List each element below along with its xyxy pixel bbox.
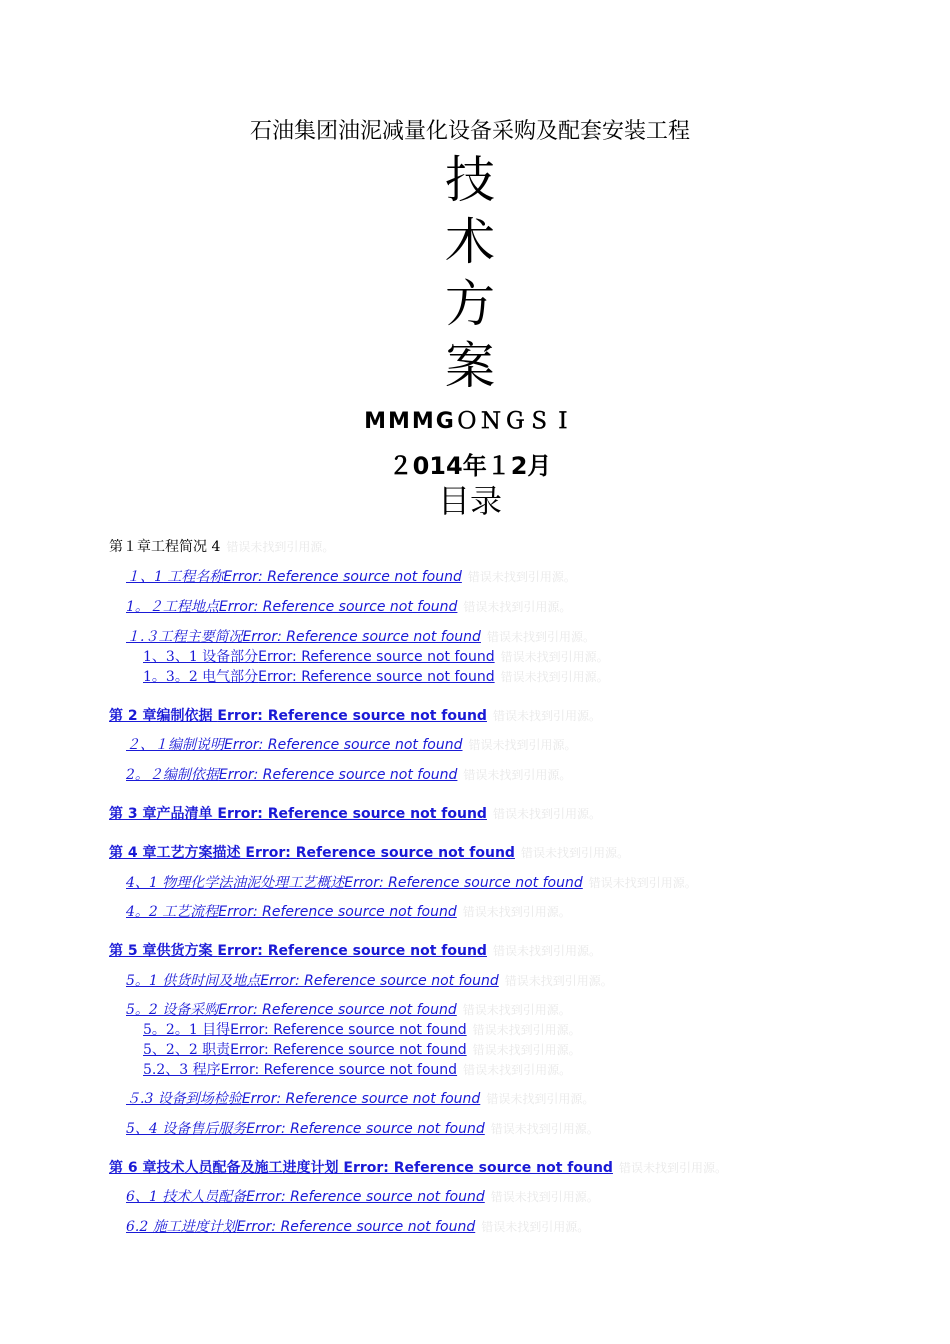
toc-error: Error: Reference source not found (218, 904, 457, 920)
toc-faint: 错误未找到引用源。 (472, 1023, 581, 1037)
toc-error: Error: Reference source not found (220, 1062, 458, 1078)
toc-error: Error: Reference source not found (224, 737, 463, 753)
toc-item-chapter-3[interactable] (109, 803, 601, 823)
toc-label: 6.2 施工进度计划 (126, 1219, 237, 1235)
toc-label: 5。2。1 目得 (143, 1022, 231, 1038)
toc-item-6-1[interactable] (126, 1186, 599, 1206)
toc-item-1-3-1[interactable] (143, 646, 609, 666)
toc-error: Error: Reference source not found (218, 767, 458, 783)
toc-label: 5。1 供货时间及地点 (126, 973, 261, 989)
toc-item-chapter-4[interactable] (109, 842, 629, 862)
toc-link[interactable] (109, 943, 487, 959)
toc-item-1-3[interactable] (126, 626, 595, 646)
toc-item-chapter-6[interactable] (109, 1157, 727, 1177)
toc-link[interactable] (126, 737, 463, 753)
toc-link[interactable] (126, 1121, 485, 1137)
toc-item-2-2[interactable] (126, 764, 571, 784)
toc-link[interactable] (109, 806, 487, 822)
toc-item-4-1[interactable] (126, 872, 697, 892)
toc-faint: 错误未找到引用源。 (618, 1161, 727, 1175)
toc-label: 第１章工程简况 4 (109, 539, 221, 555)
toc-label: 第 5 章供货方案 (109, 943, 213, 959)
toc-error: Error: Reference source not found (218, 599, 458, 615)
toc-faint: 错误未找到引用源。 (463, 600, 572, 614)
toc-faint: 错误未找到引用源。 (490, 1190, 599, 1204)
toc-item-1-1[interactable] (126, 566, 576, 586)
toc-label: 5。2 设备采购 (126, 1002, 219, 1018)
toc-error: Error: Reference source not found (245, 845, 515, 861)
toc-label: 1、3、1 设备部分 (143, 649, 259, 665)
toc-label: ２、１编制说明 (126, 737, 224, 753)
toc-error: Error: Reference source not found (241, 1091, 481, 1107)
toc-label: 4。2 工艺流程 (126, 904, 219, 920)
toc-link[interactable] (126, 1091, 480, 1107)
toc-link[interactable] (126, 973, 499, 989)
toc-link[interactable] (126, 569, 462, 585)
toc-link[interactable] (126, 1002, 457, 1018)
toc-error: Error: Reference source not found (217, 806, 487, 822)
toc-link[interactable] (126, 904, 457, 920)
toc-label: １.３工程主要简况 (126, 629, 243, 645)
toc-label: 第 3 章产品清单 (109, 806, 213, 822)
toc-link[interactable] (109, 845, 515, 861)
toc-item-1-2[interactable] (126, 596, 571, 616)
toc-faint: 错误未找到引用源。 (492, 944, 601, 958)
toc-error: Error: Reference source not found (344, 875, 583, 891)
document-date: ２014年１2月 (388, 452, 552, 480)
toc-item-4-2[interactable] (126, 901, 571, 921)
toc-label: 6、1 技术人员配备 (126, 1189, 247, 1205)
toc-error: Error: Reference source not found (236, 1219, 476, 1235)
toc-faint: 错误未找到引用源。 (467, 570, 576, 584)
toc-link[interactable] (143, 1062, 457, 1078)
title-char-2: 术 (445, 213, 495, 271)
toc-link[interactable] (143, 669, 495, 685)
toc-item-5-2-2[interactable] (143, 1039, 581, 1059)
title-char-1: 技 (445, 151, 495, 209)
toc-item-5-4[interactable] (126, 1118, 599, 1138)
toc-error: Error: Reference source not found (246, 1189, 485, 1205)
toc-faint: 错误未找到引用源。 (492, 807, 601, 821)
toc-item-5-2[interactable] (126, 999, 571, 1019)
toc-link[interactable] (126, 1189, 485, 1205)
toc-label: 第 4 章工艺方案描述 (109, 845, 241, 861)
toc-item-5-3[interactable] (126, 1088, 594, 1108)
project-subtitle: 石油集团油泥减量化设备采购及配套安装工程 (249, 119, 690, 144)
toc-link[interactable] (126, 875, 583, 891)
toc-faint: 错误未找到引用源。 (504, 974, 613, 988)
toc-error: Error: Reference source not found (217, 708, 487, 724)
toc-item-chapter-2[interactable] (109, 705, 601, 725)
toc-error: Error: Reference source not found (230, 1022, 467, 1038)
company-name: MMMGＯＮＧＳＩ (364, 409, 576, 434)
toc-faint: 错误未找到引用源。 (472, 1043, 581, 1057)
toc-error: Error: Reference source not found (223, 569, 462, 585)
toc-label: 第 6 章技术人员配备及施工进度计划 (109, 1160, 339, 1176)
toc-faint: 错误未找到引用源。 (486, 1092, 595, 1106)
toc-faint: 错误未找到引用源。 (486, 630, 595, 644)
toc-faint: 错误未找到引用源。 (462, 905, 571, 919)
toc-label: 1。２工程地点 (126, 599, 219, 615)
title-char-3: 方 (445, 275, 495, 333)
toc-error: Error: Reference source not found (217, 943, 487, 959)
toc-error: Error: Reference source not found (246, 1121, 485, 1137)
toc-faint: 错误未找到引用源。 (500, 650, 609, 664)
toc-link[interactable] (143, 649, 495, 665)
toc-label: 4、1 物理化学法油泥处理工艺概述 (126, 875, 345, 891)
toc-label: 5、2、2 职责 (143, 1042, 231, 1058)
toc-link[interactable] (126, 599, 457, 615)
toc-item-2-1[interactable] (126, 734, 577, 754)
toc-link[interactable] (126, 629, 481, 645)
toc-label: １、1 工程名称 (126, 569, 224, 585)
toc-label: 1。3。2 电气部分 (143, 669, 259, 685)
toc-item-chapter-1 (109, 536, 334, 556)
toc-heading: 目录 (437, 482, 502, 520)
toc-label: ５.3 设备到场检验 (126, 1091, 242, 1107)
toc-faint: 错误未找到引用源。 (500, 670, 609, 684)
toc-faint: 错误未找到引用源。 (226, 540, 335, 554)
toc-item-chapter-5[interactable] (109, 940, 601, 960)
toc-link[interactable] (143, 1042, 467, 1058)
toc-faint: 错误未找到引用源。 (492, 709, 601, 723)
toc-label: 第 2 章编制依据 (109, 708, 213, 724)
toc-error: Error: Reference source not found (242, 629, 481, 645)
toc-item-5-1[interactable] (126, 970, 613, 990)
toc-item-1-3-2[interactable] (143, 666, 609, 686)
toc-error: Error: Reference source not found (258, 669, 495, 685)
toc-link[interactable] (126, 1219, 475, 1235)
toc-faint: 错误未找到引用源。 (490, 1122, 599, 1136)
toc-faint: 错误未找到引用源。 (468, 738, 577, 752)
toc-faint: 错误未找到引用源。 (520, 846, 629, 860)
toc-error: Error: Reference source not found (258, 649, 495, 665)
toc-label: 2。２编制依据 (126, 767, 219, 783)
toc-faint: 错误未找到引用源。 (588, 876, 697, 890)
toc-link[interactable] (143, 1022, 467, 1038)
toc-faint: 错误未找到引用源。 (463, 768, 572, 782)
toc-link[interactable] (109, 708, 487, 724)
toc-faint: 错误未找到引用源。 (481, 1220, 590, 1234)
toc-error: Error: Reference source not found (230, 1042, 467, 1058)
toc-item-6-2[interactable] (126, 1216, 589, 1236)
toc-faint: 错误未找到引用源。 (463, 1063, 572, 1077)
toc-error: Error: Reference source not found (343, 1160, 613, 1176)
toc-item-5-2-3[interactable] (143, 1059, 571, 1079)
toc-link[interactable] (109, 1160, 613, 1176)
toc-link[interactable] (126, 767, 457, 783)
toc-faint: 错误未找到引用源。 (462, 1003, 571, 1017)
toc-item-5-2-1[interactable] (143, 1019, 581, 1039)
toc-label: 5.2、3 程序 (143, 1062, 221, 1078)
toc-label: 5、4 设备售后服务 (126, 1121, 247, 1137)
toc-error: Error: Reference source not found (218, 1002, 457, 1018)
title-char-4: 案 (445, 337, 495, 395)
toc-error: Error: Reference source not found (260, 973, 499, 989)
